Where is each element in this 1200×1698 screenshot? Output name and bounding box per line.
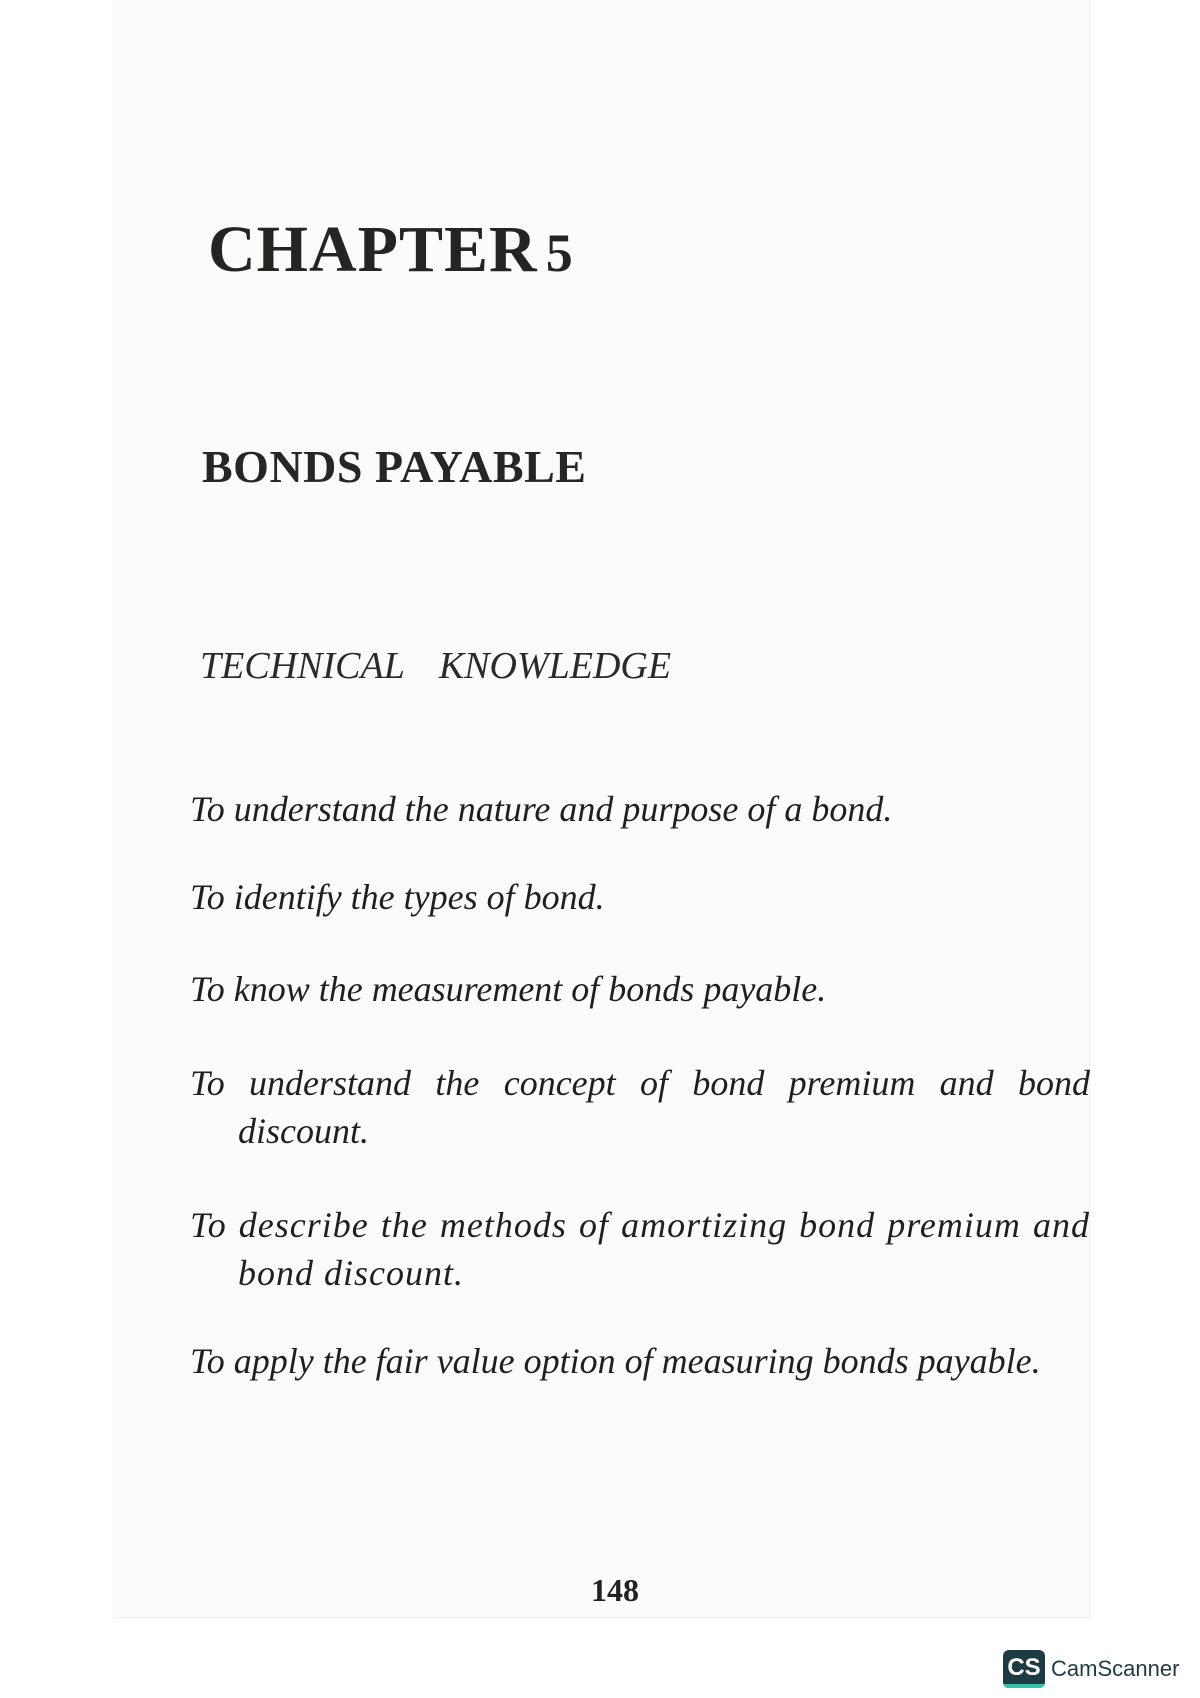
camscanner-watermark	[1003, 1650, 1179, 1688]
objective-item: To identify the types of bond.	[190, 877, 605, 917]
objective-item: To understand the nature and purpose of a bond.	[190, 789, 893, 829]
learning-objectives-list	[190, 785, 1090, 1385]
chapter-heading	[208, 212, 574, 288]
chapter-title: BONDS PAYABLE	[202, 441, 587, 492]
page-number: 148	[591, 1572, 639, 1608]
chapter-label: CHAPTER	[208, 213, 538, 286]
objective-item: To apply the fair value option of measuring bonds payable.	[190, 1341, 1041, 1381]
section-label-word-2: KNOWLEDGE	[438, 645, 672, 687]
objective-item: To describe the methods of amortizing bond premium and bond discount.	[190, 1205, 1090, 1293]
objective-item: To understand the concept of bond premium and bond discount.	[190, 1063, 1090, 1151]
chapter-number: 5	[545, 223, 574, 283]
camscanner-label: CamScanner	[1051, 1656, 1180, 1681]
section-label-word-1: TECHNICAL	[200, 645, 405, 687]
section-label	[200, 644, 671, 688]
objective-item: To know the measurement of bonds payable.	[190, 969, 827, 1009]
camscanner-logo-icon: CS	[1003, 1650, 1045, 1688]
